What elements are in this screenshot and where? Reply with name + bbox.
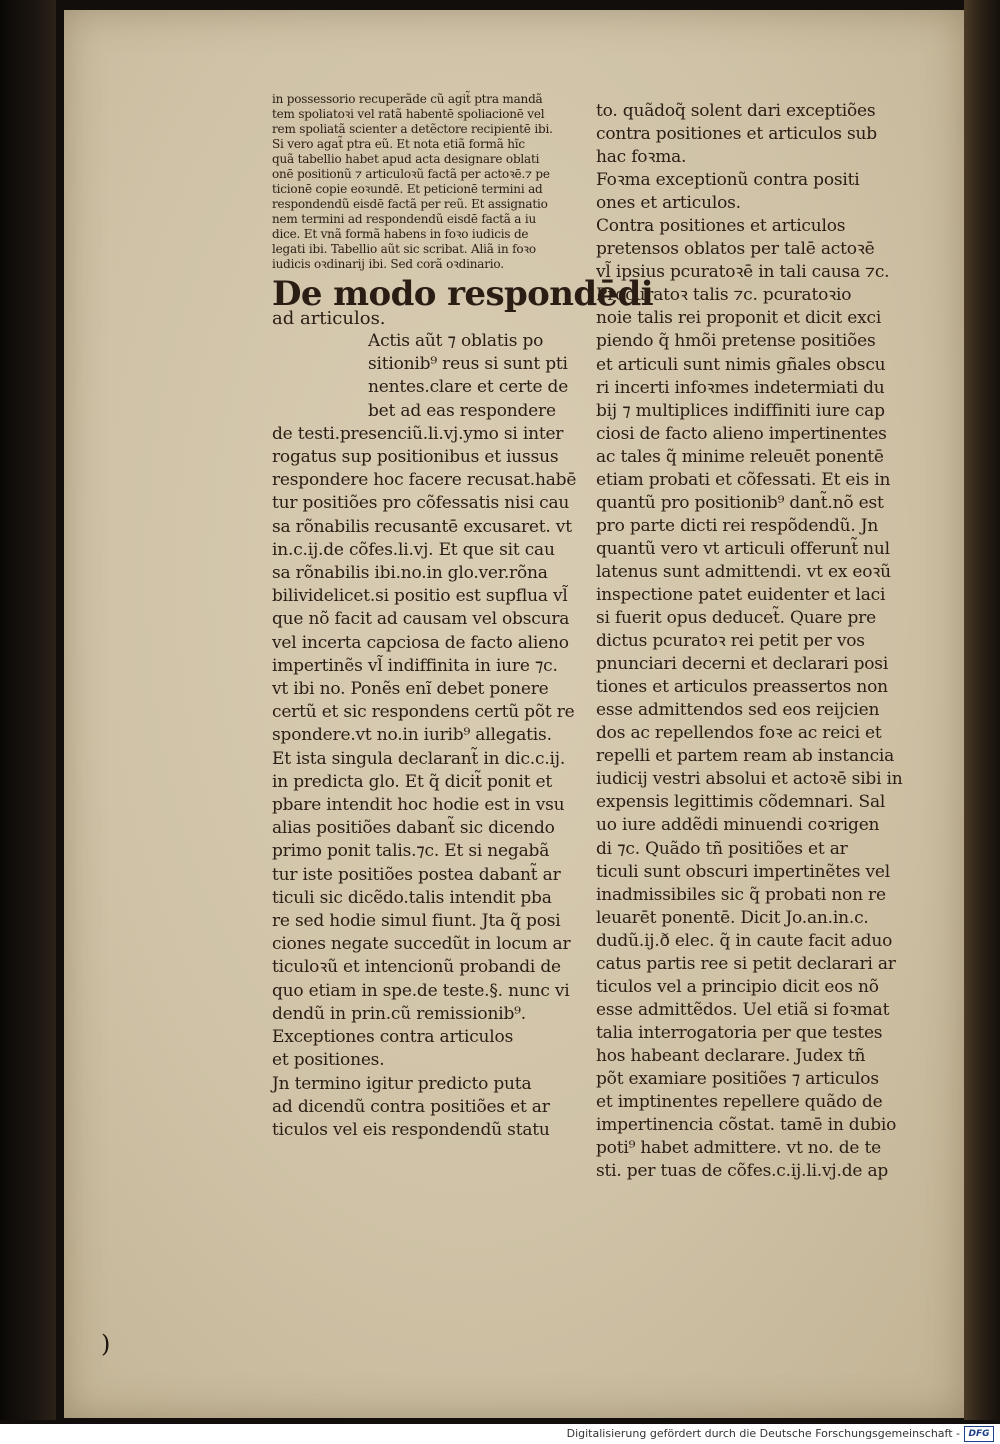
text-line: quã tabellio habet apud acta designare oblati [272, 152, 540, 166]
text-line: esse admittendos sed eos reijcien [596, 700, 880, 721]
text-line: et articuli sunt nimis gñales obscu [596, 354, 886, 375]
text-line: ac tales q̃ minime releuēt ponentē [596, 446, 884, 467]
text-line: ticulos vel eis respondendũ statu [272, 1119, 550, 1140]
section-heading: De modo respondēdi [272, 274, 654, 314]
footer-credit: Digitalisierung gefördert durch die Deutsche Forschungsgemeinschaft - [566, 1427, 960, 1440]
text-line: repelli et partem ream ab instancia [596, 746, 895, 767]
text-line: contra positiones et articulos sub [596, 124, 877, 145]
text-line: sa rõnabilis ibi.no.in glo.ver.rõna [272, 563, 548, 584]
text-line: bij ⁊ multiplices indiffiniti iure cap [596, 400, 885, 421]
text-line: spondere.vt no.in iurib⁹ allegatis. [272, 725, 552, 746]
text-line: dos ac repellendos foꝛe ac reici et [596, 723, 882, 744]
right-column [596, 100, 914, 1183]
left-column-top-block [272, 92, 572, 272]
text-line: impertinẽs vl̃ indiffinita in iure ⁊c. [272, 655, 558, 676]
text-line: sa rõnabilis recusantē excusaret. vt [272, 516, 572, 537]
left-column-indented-block [272, 330, 572, 423]
text-line: pretensos oblatos per talē actoꝛē [596, 239, 875, 260]
text-line: catus partis ree si petit declarari ar [596, 953, 896, 974]
text-line: dictus pcuratoꝛ rei petit per vos [596, 631, 865, 652]
section-heading-sub: ad articulos. [272, 308, 386, 329]
text-line: expensis legittimis cõdemnari. Sal [596, 792, 886, 813]
text-line: di ⁊c. Quãdo tñ positiões et ar [596, 838, 848, 859]
text-line: ticulos vel a principio dicit eos nõ [596, 976, 879, 997]
text-line: tiones et articulos preassertos non [596, 677, 888, 698]
text-line: tem spoliatoꝛi vel ratã habentē spoliacionē vel [272, 107, 545, 121]
text-line: ciosi de facto alieno impertinentes [596, 423, 887, 444]
text-line: Contra positiones et articulos [596, 216, 846, 237]
text-line: quo etiam in spe.de teste.§. nunc vi [272, 980, 570, 1001]
text-line: impertinencia cõstat. tamē in dubio [596, 1115, 897, 1136]
margin-mark: ) [101, 1330, 111, 1358]
text-line: nem termini ad respondendũ eisdē factã a iu [272, 212, 537, 226]
text-line: poti⁹ habet admittere. vt no. de te [596, 1138, 881, 1159]
text-line: bet ad eas respondere [368, 400, 556, 421]
text-line: vl̃ ipsius pcuratoꝛē in tali causa ⁊c. [596, 262, 890, 283]
text-line: et positiones. [272, 1050, 385, 1071]
text-line: põt examiare positiões ⁊ articulos [596, 1068, 879, 1089]
text-line: Actis aũt ⁊ oblatis po [368, 331, 544, 351]
text-line: de testi.presenciũ.li.vj.ymo si inter [272, 423, 564, 444]
text-line: inspectione patet euidenter et laci [596, 584, 886, 605]
text-line: Jn termino igitur predicto puta [272, 1073, 532, 1094]
text-line: pbare intendit hoc hodie est in vsu [272, 795, 565, 816]
text-line: noie talis rei proponit et dicit exci [596, 308, 882, 329]
left-column-body-block [272, 423, 577, 1142]
text-line: vt ibi no. Ponẽs enĩ debet ponere [272, 679, 549, 700]
text-line: ones et articulos. [596, 193, 741, 214]
text-line: respondere hoc facere recusat.habē [272, 470, 577, 491]
text-line: tur iste positiões postea dabant̃ ar [272, 864, 561, 885]
text-line: vel incerta capciosa de facto alieno [272, 632, 569, 653]
text-line: re sed hodie simul fiunt. Jta q̃ posi [272, 911, 561, 932]
text-line: leuarēt ponentē. Dicit Jo.an.in.c. [596, 907, 869, 928]
text-line: talia interrogatoria per que testes [596, 1022, 883, 1043]
dfg-logo: DFG [964, 1426, 994, 1442]
text-line: onē positionũ ⁊ articuloꝛũ factã per actoꝛē.⁊ pe [272, 167, 550, 181]
book-spine-edge [0, 0, 56, 1420]
text-line: legati ibi. Tabellio aũt sic scribat. Aliã in foꝛo [272, 242, 536, 256]
text-line: sitionib⁹ reus si sunt pti [368, 354, 568, 375]
text-line: dice. Et vnã formã habens in foꝛo iudicis de [272, 227, 529, 241]
text-line: dendũ in prin.cũ remissionib⁹. [272, 1003, 526, 1024]
page-right-shadow [964, 0, 1000, 1420]
text-line: latenus sunt admittendi. vt ex eoꝛũ [596, 561, 891, 582]
text-line: Procuratoꝛ talis ⁊c. pcuratoꝛio [596, 285, 852, 306]
text-line: ri incerti infoꝛmes indetermiati du [596, 377, 885, 398]
text-line: ciones negate succedũt in locum ar [272, 934, 571, 955]
text-line: alias positiões dabant̃ sic dicendo [272, 818, 555, 839]
text-line: sti. per tuas de cõfes.c.ij.li.vj.de ap [596, 1161, 889, 1182]
text-line: ticuli sunt obscuri impertinẽtes vel [596, 861, 890, 882]
text-line: in.c.ij.de cõfes.li.vj. Et que sit cau [272, 539, 555, 560]
text-line: primo ponit talis.⁊c. Et si negabã [272, 841, 550, 862]
text-line: rogatus sup positionibus et iussus [272, 447, 559, 468]
text-line: que nõ facit ad causam vel obscura [272, 609, 570, 630]
text-line: iudicis oꝛdinarij ibi. Sed corã oꝛdinario. [272, 257, 504, 271]
text-line: pnunciari decerni et declarari posi [596, 654, 889, 675]
text-line: etiam probati et cõfessati. Et eis in [596, 469, 891, 490]
text-line: to. quãdoq̃ solent dari exceptiões [596, 101, 876, 121]
text-line: et imptinentes repellere quãdo de [596, 1092, 883, 1113]
text-line: ticuli sic dicẽdo.talis intendit pba [272, 887, 552, 908]
text-line: iudicij vestri absolui et actoꝛē sibi in [596, 769, 903, 790]
text-line: dudũ.ij.ð elec. q̃ in caute facit aduo [596, 930, 893, 951]
text-line: rem spoliatã scienter a detẽctore recipientē ibi. [272, 122, 553, 136]
text-line: piendo q̃ hmõi pretense positiões [596, 331, 876, 352]
text-line: hac foꝛma. [596, 147, 687, 168]
text-line: quantũ vero vt articuli offerunt̃ nul [596, 538, 890, 559]
text-line: respondendũ eisdē factã per reũ. Et assignatio [272, 197, 548, 211]
text-line: inadmissibiles sic q̃ probati non re [596, 884, 886, 905]
text-line: in possessorio recuperãde cũ agit̃ ptra mandã [272, 92, 543, 106]
text-line: tur positiões pro cõfessatis nisi cau [272, 493, 570, 514]
text-line: Foꝛma exceptionũ contra positi [596, 170, 860, 191]
text-line: esse admittẽdos. Uel etiã si foꝛmat [596, 999, 890, 1020]
text-line: ad dicendũ contra positiões et ar [272, 1096, 550, 1117]
text-line: bilividelicet.si positio est supflua vl̃ [272, 586, 568, 607]
text-line: ticionē copie eoꝛundē. Et peticionē termini ad [272, 182, 543, 196]
text-line: pro parte dicti rei respõdendũ. Jn [596, 515, 879, 536]
text-line: nentes.clare et certe de [368, 377, 569, 398]
text-line: quantũ pro positionib⁹ dant̃.nõ est [596, 492, 884, 513]
text-line: certũ et sic respondens certũ põt re [272, 702, 575, 723]
text-line: si fuerit opus deducet̃. Quare pre [596, 608, 876, 629]
text-line: Et ista singula declarant̃ in dic.c.ij. [272, 748, 566, 769]
text-line: ticuloꝛũ et intencionũ probandi de [272, 957, 561, 978]
text-line: hos habeant declarare. Judex tñ [596, 1045, 866, 1066]
text-line: uo iure addẽdi minuendi coꝛrigen [596, 815, 880, 836]
text-line: in predicta glo. Et q̃ dicit̃ ponit et [272, 771, 553, 792]
text-line: Si vero agat̃ ptra eũ. Et nota etiã formã hĩc [272, 137, 525, 151]
text-line: Exceptiones contra articulos [272, 1027, 514, 1048]
